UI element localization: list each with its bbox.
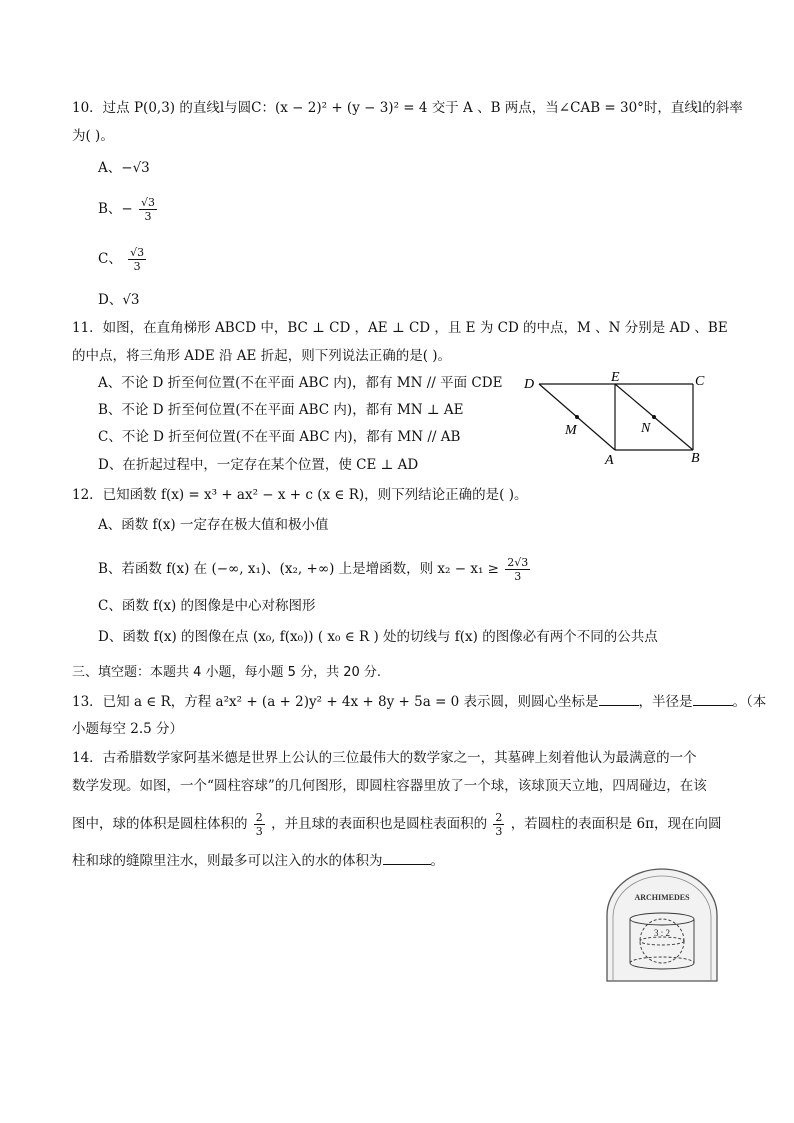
q13-text-a: 13．已知 a ∈ R，方程 a²x² + (a + 2)y² + 4x + 8y + 5a = 0 表示圆，则圆心坐标是	[72, 694, 599, 710]
q10-option-d	[98, 290, 140, 310]
q14-text-d: 柱和球的缝隙里注水，则最多可以注入的水的体积为	[72, 853, 383, 869]
q14-text-b: ，并且球的表面积也是圆柱表面积的	[271, 816, 488, 832]
q10-option-d-prefix: D、	[98, 292, 123, 308]
point-m	[575, 415, 579, 419]
q13-text-b: ，半径是	[638, 694, 693, 710]
q10-option-c	[98, 246, 148, 273]
q14-text-e: 。	[430, 853, 444, 869]
label-n: N	[641, 421, 651, 436]
q14-text-a: 图中，球的体积是圆柱体积的	[72, 816, 248, 832]
q10-option-c-prefix: C、	[98, 251, 122, 267]
q10-option-c-fraction	[128, 246, 146, 273]
q14-stem-line3	[72, 811, 721, 838]
q12-option-c: C、函数 f(x) 的图像是中心对称图形	[98, 598, 316, 614]
q12-option-b-numerator: 2√3	[507, 556, 529, 569]
q10-stem-line1: 10．过点 P(0,3) 的直线l与圆C：(x − 2)² + (y − 3)² = 4 交于 A 、B 两点，当∠CAB = 30°时，直线l的斜率	[72, 100, 743, 116]
q10-stem-line2: 为( )。	[72, 128, 114, 144]
q11-option-c: C、不论 D 折至何位置(不在平面 ABC 内)，都有 MN // AB	[98, 429, 461, 445]
q14-fraction-2	[493, 811, 504, 838]
q13-blank-radius	[693, 691, 733, 706]
q11-option-d: D、在折起过程中，一定存在某个位置，使 CE ⊥ AD	[98, 457, 419, 473]
q10-option-c-numerator: √3	[130, 246, 145, 259]
q13-stem-line1	[72, 691, 766, 712]
q12-option-b-fraction	[505, 556, 530, 583]
q11-option-b: B、不论 D 折至何位置(不在平面 ABC 内)，都有 MN ⊥ AE	[98, 402, 464, 418]
q14-text-c: ，若圆柱的表面积是 6π，现在向圆	[510, 816, 722, 832]
q11-stem-line2: 的中点，将三角形 ADE 沿 AE 折起，则下列说法正确的是( )。	[72, 348, 452, 364]
q10-option-a	[98, 158, 150, 178]
q13-blank-center	[599, 691, 639, 706]
label-a: A	[605, 453, 614, 468]
q14-fraction-1-numerator: 2	[255, 811, 263, 824]
q10-option-a-prefix: A、−	[98, 160, 133, 176]
tombstone-ratio: 3 : 2	[653, 928, 671, 938]
q14-fraction-1-denominator: 3	[255, 825, 263, 838]
q14-blank-volume	[383, 850, 431, 865]
q12-stem-line1: 12．已知函数 f(x) = x³ + ax² − x + c (x ∈ R)，则下列结论正确的是( )。	[72, 487, 528, 503]
q12-option-d: D、函数 f(x) 的图像在点 (x₀, f(x₀)) ( x₀ ∈ R ) 处的切线与 f(x) 的图像必有两个不同的公共点	[98, 629, 658, 645]
archimedes-tombstone-figure	[604, 867, 722, 983]
q10-option-b-denominator: 3	[144, 210, 152, 223]
q14-fraction-2-numerator: 2	[495, 811, 503, 824]
trapezoid-figure	[515, 368, 720, 468]
q12-option-b	[98, 556, 532, 583]
q10-option-c-denominator: 3	[133, 260, 141, 273]
q12-option-a: A、函数 f(x) 一定存在极大值和极小值	[98, 517, 329, 533]
q11-option-a: A、不论 D 折至何位置(不在平面 ABC 内)，都有 MN // 平面 CDE	[98, 375, 503, 391]
q10-option-b-numerator: √3	[141, 196, 156, 209]
label-b: B	[691, 451, 700, 466]
q13-stem-line2: 小题每空 2.5 分）	[72, 721, 184, 737]
label-e: E	[611, 370, 620, 385]
q11-stem-line1: 11．如图，在直角梯形 ABCD 中，BC ⊥ CD ，AE ⊥ CD ，且 E 为 CD 的中点，M 、N 分别是 AD 、BE	[72, 320, 728, 336]
q10-option-d-value: √3	[122, 292, 140, 308]
point-n	[652, 415, 656, 419]
q13-text-c: 。（本	[732, 694, 767, 710]
q10-option-b	[98, 196, 159, 223]
label-d: D	[524, 377, 535, 392]
q14-stem-line2: 数学发现。如图，一个“圆柱容球”的几何图形，即圆柱容器里放了一个球，该球顶天立地，四周碰边，在该	[72, 778, 707, 794]
q14-stem-line4	[72, 850, 444, 871]
q12-option-b-text: B、若函数 f(x) 在 (−∞, x₁)、(x₂, +∞) 上是增函数，则 x₂ − x₁ ≥	[98, 561, 499, 577]
q14-fraction-2-denominator: 3	[495, 825, 503, 838]
q10-option-b-fraction	[139, 196, 157, 223]
section-3-title: 三、填空题：本题共 4 小题，每小题 5 分，共 20 分.	[72, 665, 382, 680]
label-m: M	[565, 423, 577, 438]
q10-option-a-value: √3	[132, 160, 150, 176]
q10-option-b-prefix: B、−	[98, 201, 133, 217]
q12-option-b-denominator: 3	[514, 570, 522, 583]
label-c: C	[695, 374, 705, 389]
q14-fraction-1	[254, 811, 265, 838]
q14-stem-line1: 14．古希腊数学家阿基米德是世界上公认的三位最伟大的数学家之一，其墓碑上刻着他认为最满意的一个	[72, 750, 697, 766]
tombstone-title: ARCHIMEDES	[634, 893, 690, 902]
